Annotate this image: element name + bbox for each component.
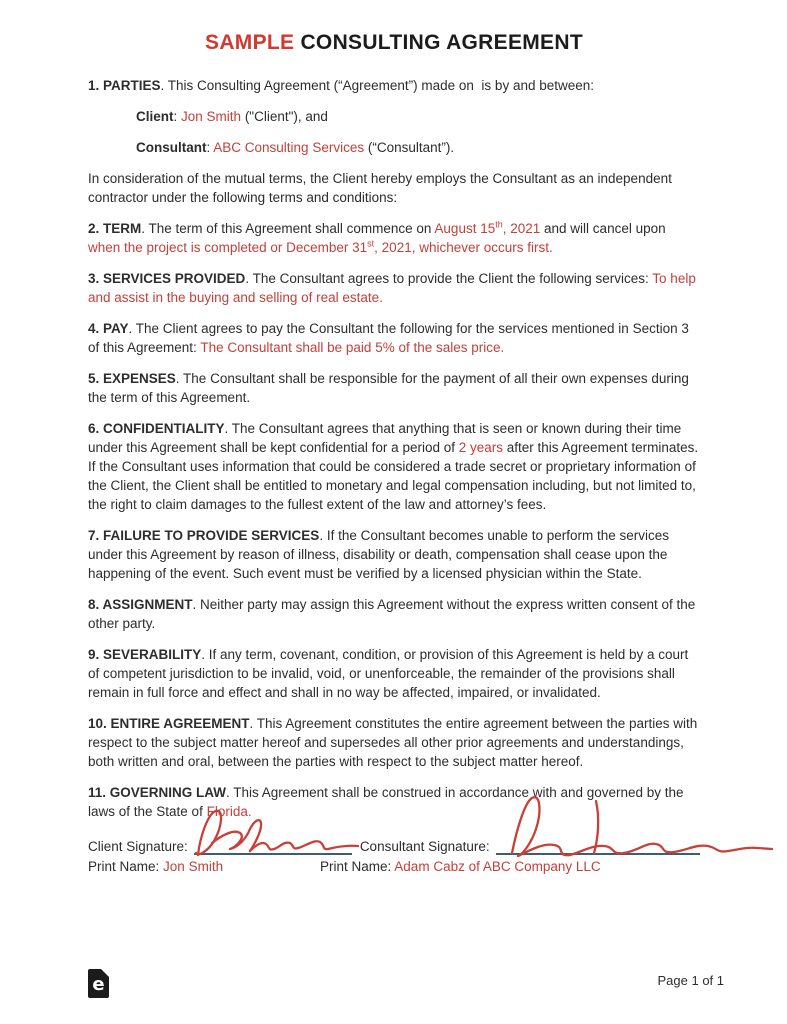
party-consultant-line: Consultant: ABC Consulting Services (“Consultant”). xyxy=(136,140,455,155)
section-assignment: 8. ASSIGNMENT. Neither party may assign this Agreement without the express written consent of the other party. xyxy=(88,597,696,631)
party-client-line: Client: Jon Smith ("Client"), and xyxy=(136,109,328,124)
intro-paragraph: In consideration of the mutual terms, the Client hereby employs the Consultant as an independent contractor under the following terms and conditions: xyxy=(88,171,672,205)
logo-letter: e xyxy=(92,974,105,995)
section-severability: 9. SEVERABILITY. If any term, covenant, condition, or provision of this Agreement is held by a court of competent jurisdiction to be invalid, void, or unenforceable, the remainder of the provisions shall remain in full force and effect and shall in no way be affected, impaired, or invalidated. xyxy=(88,647,689,700)
title-text: CONSULTING AGREEMENT xyxy=(294,31,583,54)
document-body xyxy=(88,31,700,876)
consultant-print-name-group xyxy=(320,857,601,876)
signature-line-row xyxy=(88,837,700,856)
section-pay: 4. PAY. The Client agrees to pay the Consultant the following for the services mentioned in Section 3 of this Agreement: The Consultant shall be paid 5% of the sales price. xyxy=(88,321,689,355)
section-governing-law: 11. GOVERNING LAW. This Agreement shall be construed in accordance with and governed by the laws of the State of Florida. xyxy=(88,785,684,819)
consultant-signature-label: Consultant Signature: xyxy=(359,839,490,854)
print-name-row xyxy=(88,857,700,876)
eforms-logo-icon xyxy=(88,969,109,998)
section-services-provided: 3. SERVICES PROVIDED. The Consultant agrees to provide the Client the following services: To help and assist in the buying and selling of real estate. xyxy=(88,271,696,305)
title-sample-label: SAMPLE xyxy=(205,31,295,54)
client-signature-line xyxy=(194,839,352,855)
section-expenses: 5. EXPENSES. The Consultant shall be responsible for the payment of all their own expenses during the term of this Agreement. xyxy=(88,371,689,405)
section-parties: 1. PARTIES. This Consulting Agreement (“Agreement”) made on is by and between: xyxy=(88,78,595,93)
page-footer xyxy=(88,969,724,998)
section-confidentiality: 6. CONFIDENTIALITY. The Consultant agrees that anything that is seen or known during their time under this Agreement shall be kept confidential for a period of 2 years after this Agreement terminates. If the Consultant uses information that could be considered a trade secret or proprietary information of the Client, the Client shall be entitled to monetary and legal compensation including, but not limited to, the right to claim damages to the fullest extent of the law and attorney’s fees. xyxy=(88,421,699,512)
consultant-signature-line xyxy=(496,839,700,855)
page-number: Page 1 of 1 xyxy=(657,973,724,988)
section-entire-agreement: 10. ENTIRE AGREEMENT. This Agreement constitutes the entire agreement between the parties with respect to the subject matter hereof and supersedes all other prior agreements and understandings, both written and oral, between the parties with respect to the subject matter hereof. xyxy=(88,716,698,769)
client-print-name: Jon Smith xyxy=(163,859,224,874)
section-term: 2. TERM. The term of this Agreement shall commence on August 15th, 2021 and will cancel upon when the project is completed or December 31st, 2021, whichever occurs first. xyxy=(88,219,666,255)
client-print-name-label: Print Name: xyxy=(88,859,160,874)
section-failure-to-provide-services: 7. FAILURE TO PROVIDE SERVICES. If the Consultant becomes unable to perform the services under this Agreement by reason of illness, disability or death, compensation shall cease upon the happening of the event. Such event must be verified by a licensed physician within the State. xyxy=(88,528,669,581)
client-signature-label: Client Signature: xyxy=(88,839,188,854)
client-print-name-group xyxy=(88,857,320,876)
document-title xyxy=(88,31,700,55)
signature-block xyxy=(88,837,700,876)
consultant-print-name: Adam Cabz of ABC Company LLC xyxy=(394,859,601,874)
folded-corner-icon xyxy=(101,969,109,977)
consultant-print-name-label: Print Name: xyxy=(320,859,392,874)
